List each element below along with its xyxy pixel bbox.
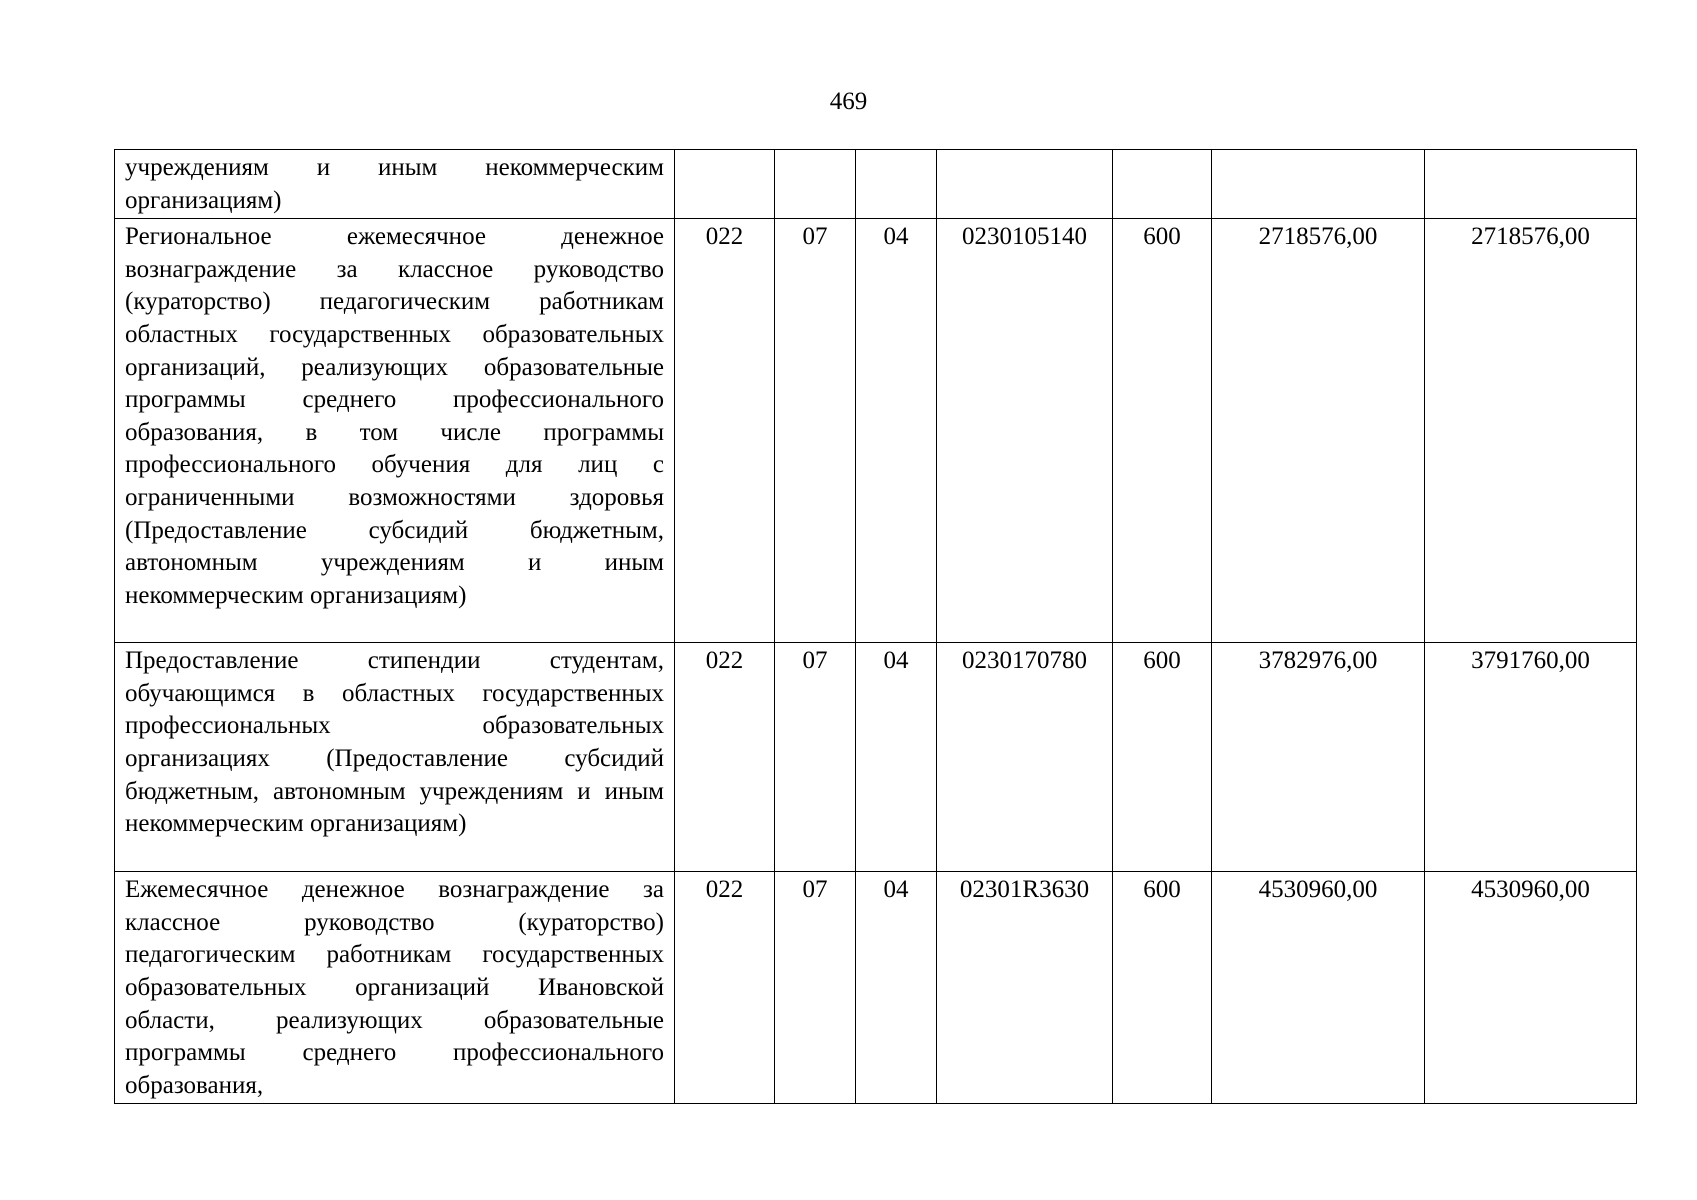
target-article-code: 0230105140 [937,219,1113,643]
row-description: учреждениям и иным некоммерческим организациям) [115,150,675,219]
section-code: 07 [775,219,856,643]
amount-second-year: 4530960,00 [1425,872,1637,1104]
row-description: Региональное ежемесячное денежное вознаграждение за классное руководство (кураторство) педагогическим работникам областных государственных образовательных организаций, реализующих образовательные программы среднего профессионального образования, в том числе программы профессионального обучения для лиц с ограниченными возможностями здоровья (Предоставление субсидий бюджетным, автономным учреждениям и иным некоммерческим организациям) [115,219,675,643]
amount-second-year [1425,150,1637,219]
target-article-code: 0230170780 [937,643,1113,872]
grbs-code: 022 [675,872,775,1104]
target-article-code [937,150,1113,219]
table-row [115,219,1637,643]
expense-type-code [1113,150,1212,219]
subsection-code: 04 [856,219,937,643]
table-row [115,150,1637,219]
budget-table [114,149,1637,1104]
subsection-code [856,150,937,219]
amount-first-year: 3782976,00 [1212,643,1425,872]
section-code [775,150,856,219]
section-code: 07 [775,643,856,872]
subsection-code: 04 [856,872,937,1104]
amount-second-year: 2718576,00 [1425,219,1637,643]
target-article-code: 02301R3630 [937,872,1113,1104]
table-row [115,872,1637,1104]
amount-first-year: 2718576,00 [1212,219,1425,643]
amount-first-year [1212,150,1425,219]
row-description: Ежемесячное денежное вознаграждение за классное руководство (кураторство) педагогическим работникам государственных образовательных организаций Ивановской области, реализующих образовательные программы среднего профессионального образования, [115,872,675,1104]
amount-first-year: 4530960,00 [1212,872,1425,1104]
table-row [115,643,1637,872]
page-number: 469 [829,88,868,115]
subsection-code: 04 [856,643,937,872]
expense-type-code: 600 [1113,872,1212,1104]
grbs-code [675,150,775,219]
amount-second-year: 3791760,00 [1425,643,1637,872]
row-description: Предоставление стипендии студентам, обучающимся в областных государственных профессиональных образовательных организациях (Предоставление субсидий бюджетным, автономным учреждениям и иным некоммерческим организациям) [115,643,675,872]
grbs-code: 022 [675,643,775,872]
expense-type-code: 600 [1113,643,1212,872]
expense-type-code: 600 [1113,219,1212,643]
section-code: 07 [775,872,856,1104]
grbs-code: 022 [675,219,775,643]
